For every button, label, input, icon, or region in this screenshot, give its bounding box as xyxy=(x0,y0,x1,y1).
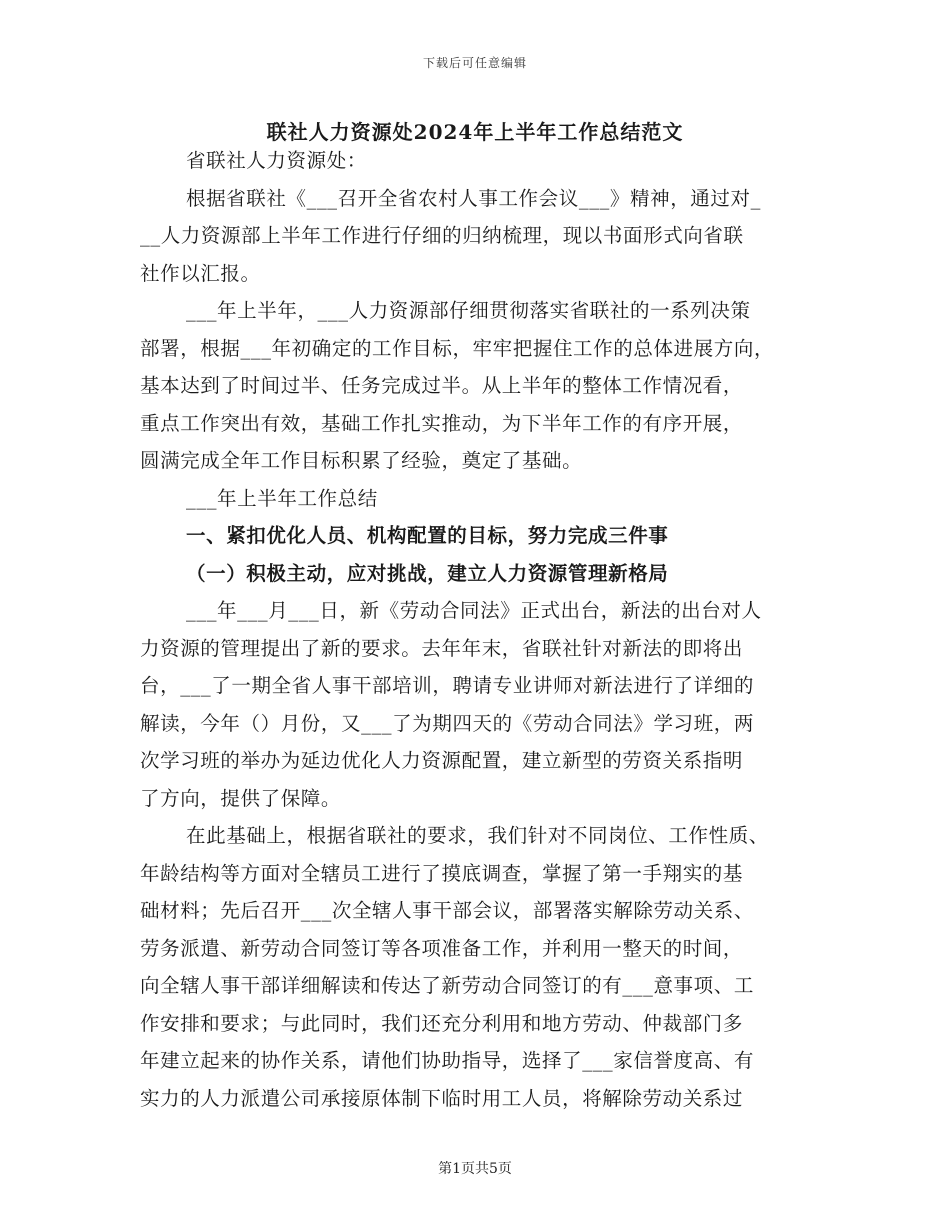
paragraph-line: 圆满完成全年工作目标积累了经验，奠定了基础。 xyxy=(140,449,583,472)
paragraph-line: 作安排和要求；与此同时，我们还充分利用和地方劳动、仲裁部门多 xyxy=(140,1011,744,1035)
paragraph-line: 台，___了一期全省人事干部培训，聘请专业讲师对新法进行了详细的 xyxy=(140,674,754,697)
header-note: 下载后可任意编辑 xyxy=(422,56,527,70)
page-footer: 第1页共5页 xyxy=(438,1161,512,1177)
paragraph-line: __人力资源部上半年工作进行仔细的归纳梳理，现以书面形式向省联 xyxy=(140,224,744,247)
paragraph-line: 力资源的管理提出了新的要求。去年年末，省联社针对新法的即将出 xyxy=(140,636,744,660)
paragraph-line: 了方向，提供了保障。 xyxy=(140,786,342,810)
paragraph-line: 解读，今年（）月份，又___了为期四天的《劳动合同法》学习班，两 xyxy=(140,711,754,735)
paragraph-line: 次学习班的举办为延边优化人力资源配置，建立新型的劳资关系指明 xyxy=(140,749,744,772)
paragraph-line: 年建立起来的协作关系，请他们协助指导，选择了___家信誉度高、有 xyxy=(140,1049,754,1072)
subsection-heading: （一）积极主动，应对挑战，建立人力资源管理新格局 xyxy=(186,561,669,585)
salutation: 省联社人力资源处： xyxy=(186,149,367,172)
paragraph-line: 根据省联社《___召开全省农村人事工作会议___》精神，通过对_ xyxy=(186,186,761,210)
document-title: 联社人力资源处2024年上半年工作总结范文 xyxy=(266,120,684,144)
paragraph-line: 在此基础上，根据省联社的要求，我们针对不同岗位、工作性质、 xyxy=(186,824,769,847)
paragraph-line: 社作以汇报。 xyxy=(140,261,261,285)
section-heading: 一、紧扣优化人员、机构配置的目标，努力完成三件事 xyxy=(186,524,669,547)
section-label: ___年上半年工作总结 xyxy=(186,486,378,510)
paragraph-line: 劳务派遣、新劳动合同签订等各项准备工作，并利用一整天的时间， xyxy=(140,936,744,960)
paragraph-line: ___年上半年，___人力资源部仔细贯彻落实省联社的一系列决策 xyxy=(186,299,751,322)
paragraph-line: 向全辖人事干部详细解读和传达了新劳动合同签订的有___意事项、工 xyxy=(140,974,754,997)
document-body xyxy=(140,142,815,1117)
paragraph-line: 实力的人力派遣公司承接原体制下临时用工人员，将解除劳动关系过 xyxy=(140,1086,744,1110)
paragraph-line: 部署，根据___年初确定的工作目标，牢牢把握住工作的总体进展方向， xyxy=(140,336,775,360)
paragraph-line: 基本达到了时间过半、任务完成过半。从上半年的整体工作情况看， xyxy=(140,374,744,397)
paragraph-line: ___年___月___日，新《劳动合同法》正式出台，新法的出台对人 xyxy=(186,599,762,622)
paragraph-line: 础材料；先后召开___次全辖人事干部会议，部署落实解除劳动关系、 xyxy=(140,899,754,922)
paragraph-line: 重点工作突出有效，基础工作扎实推动，为下半年工作的有序开展， xyxy=(140,411,744,435)
paragraph-line: 年龄结构等方面对全辖员工进行了摸底调查，掌握了第一手翔实的基 xyxy=(140,861,744,885)
